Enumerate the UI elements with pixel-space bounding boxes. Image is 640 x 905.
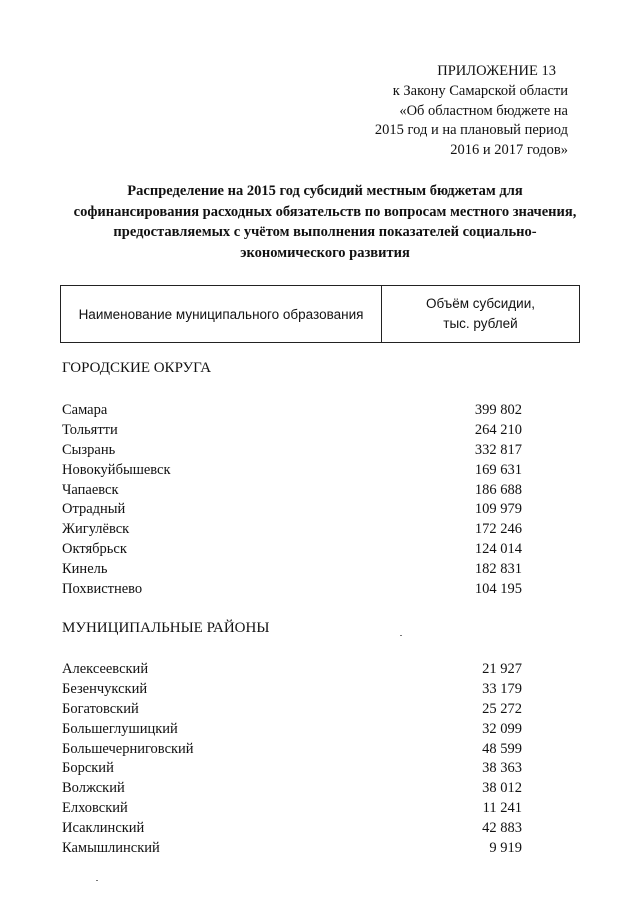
- row-name: Богатовский: [62, 700, 139, 717]
- table-row: [62, 680, 522, 700]
- row-name: Тольятти: [62, 421, 118, 438]
- table-row: [62, 481, 522, 501]
- section-title-municipal-districts: МУНИЦИПАЛЬНЫЕ РАЙОНЫ: [62, 620, 270, 636]
- row-value: 11 241: [482, 800, 522, 817]
- row-value: 48 599: [482, 740, 522, 757]
- appendix-heading: ПРИЛОЖЕНИЕ 13: [437, 63, 556, 79]
- row-name: Большечерниговский: [62, 740, 194, 757]
- row-name: Жигулёвск: [62, 521, 130, 538]
- row-value: 33 179: [482, 680, 522, 697]
- table-row: [62, 580, 522, 600]
- row-value: 38 012: [482, 780, 522, 797]
- table-row: [62, 779, 522, 799]
- table-row: [62, 740, 522, 760]
- row-name: Кинель: [62, 561, 108, 578]
- row-value: 21 927: [482, 661, 522, 677]
- appendix-line: «Об областном бюджете на: [399, 102, 568, 119]
- row-name: Чапаевск: [62, 481, 119, 498]
- table-row: [62, 759, 522, 779]
- table-row: [62, 441, 522, 461]
- row-value: 169 631: [474, 461, 522, 478]
- row-name: Похвистнево: [62, 581, 143, 598]
- table-row: [62, 401, 522, 421]
- appendix-line: 2015 год и на плановый период: [374, 122, 568, 139]
- table-row: [62, 839, 522, 859]
- row-name: Большеглушицкий: [62, 720, 178, 737]
- table-row: [62, 540, 522, 560]
- row-name: Сызрань: [62, 441, 116, 458]
- table-row: [62, 819, 522, 839]
- table-body-city-districts: [62, 401, 522, 600]
- row-value: 42 883: [482, 820, 522, 837]
- table-row: [62, 461, 522, 481]
- row-name: Новокуйбышевск: [62, 461, 171, 478]
- table-row: [62, 500, 522, 520]
- title-line: Распределение на 2015 год субсидий местным бюджетам для: [127, 183, 523, 199]
- row-value: 172 246: [474, 521, 522, 538]
- column-header-value: [382, 286, 579, 342]
- row-name: Борский: [62, 760, 114, 777]
- row-value: 38 363: [482, 760, 522, 777]
- row-name: Самара: [62, 402, 108, 418]
- row-value: 186 688: [474, 481, 522, 498]
- row-value: 264 210: [474, 421, 522, 438]
- table-row: [62, 660, 522, 680]
- row-value: 104 195: [474, 581, 522, 598]
- title-line: софинансирования расходных обязательств по вопросам местного значения,: [73, 203, 577, 220]
- row-value: 25 272: [482, 700, 522, 717]
- scan-speck: [96, 880, 98, 881]
- row-name: Елховский: [62, 800, 128, 817]
- column-header-value-line: тыс. рублей: [443, 316, 518, 331]
- row-name: Октябрьск: [62, 541, 127, 558]
- row-name: Камышлинский: [62, 840, 160, 857]
- column-header-name: Наименование муниципального образования: [61, 286, 382, 342]
- row-name: Отрадный: [62, 501, 126, 518]
- table-row: [62, 520, 522, 540]
- row-value: 332 817: [474, 441, 522, 458]
- table-header: [60, 285, 580, 343]
- appendix-block: [375, 62, 568, 161]
- table-body-municipal-districts: [62, 660, 522, 859]
- table-row: [62, 560, 522, 580]
- title-line: экономического развития: [240, 244, 410, 261]
- table-row: [62, 421, 522, 441]
- row-name: Волжский: [62, 780, 125, 797]
- title-line: предоставляемых с учётом выполнения показателей социально-: [113, 224, 537, 240]
- scan-speck: [400, 635, 402, 636]
- column-header-value-line: Объём субсидии,: [426, 296, 535, 311]
- appendix-line: 2016 и 2017 годов»: [450, 142, 568, 159]
- row-value: 109 979: [474, 501, 522, 518]
- row-value: 399 802: [474, 402, 522, 418]
- table-row: [62, 700, 522, 720]
- table-row: [62, 720, 522, 740]
- row-value: 9 919: [489, 840, 522, 857]
- row-name: Безенчукский: [62, 680, 148, 697]
- row-value: 32 099: [482, 720, 522, 737]
- row-name: Алексеевский: [62, 661, 149, 677]
- row-value: 182 831: [474, 561, 522, 578]
- document-title: [40, 181, 610, 263]
- section-title-city-districts: ГОРОДСКИЕ ОКРУГА: [62, 360, 212, 376]
- table-row: [62, 799, 522, 819]
- row-value: 124 014: [474, 541, 522, 558]
- appendix-line: к Закону Самарской области: [392, 82, 568, 99]
- row-name: Исаклинский: [62, 820, 145, 837]
